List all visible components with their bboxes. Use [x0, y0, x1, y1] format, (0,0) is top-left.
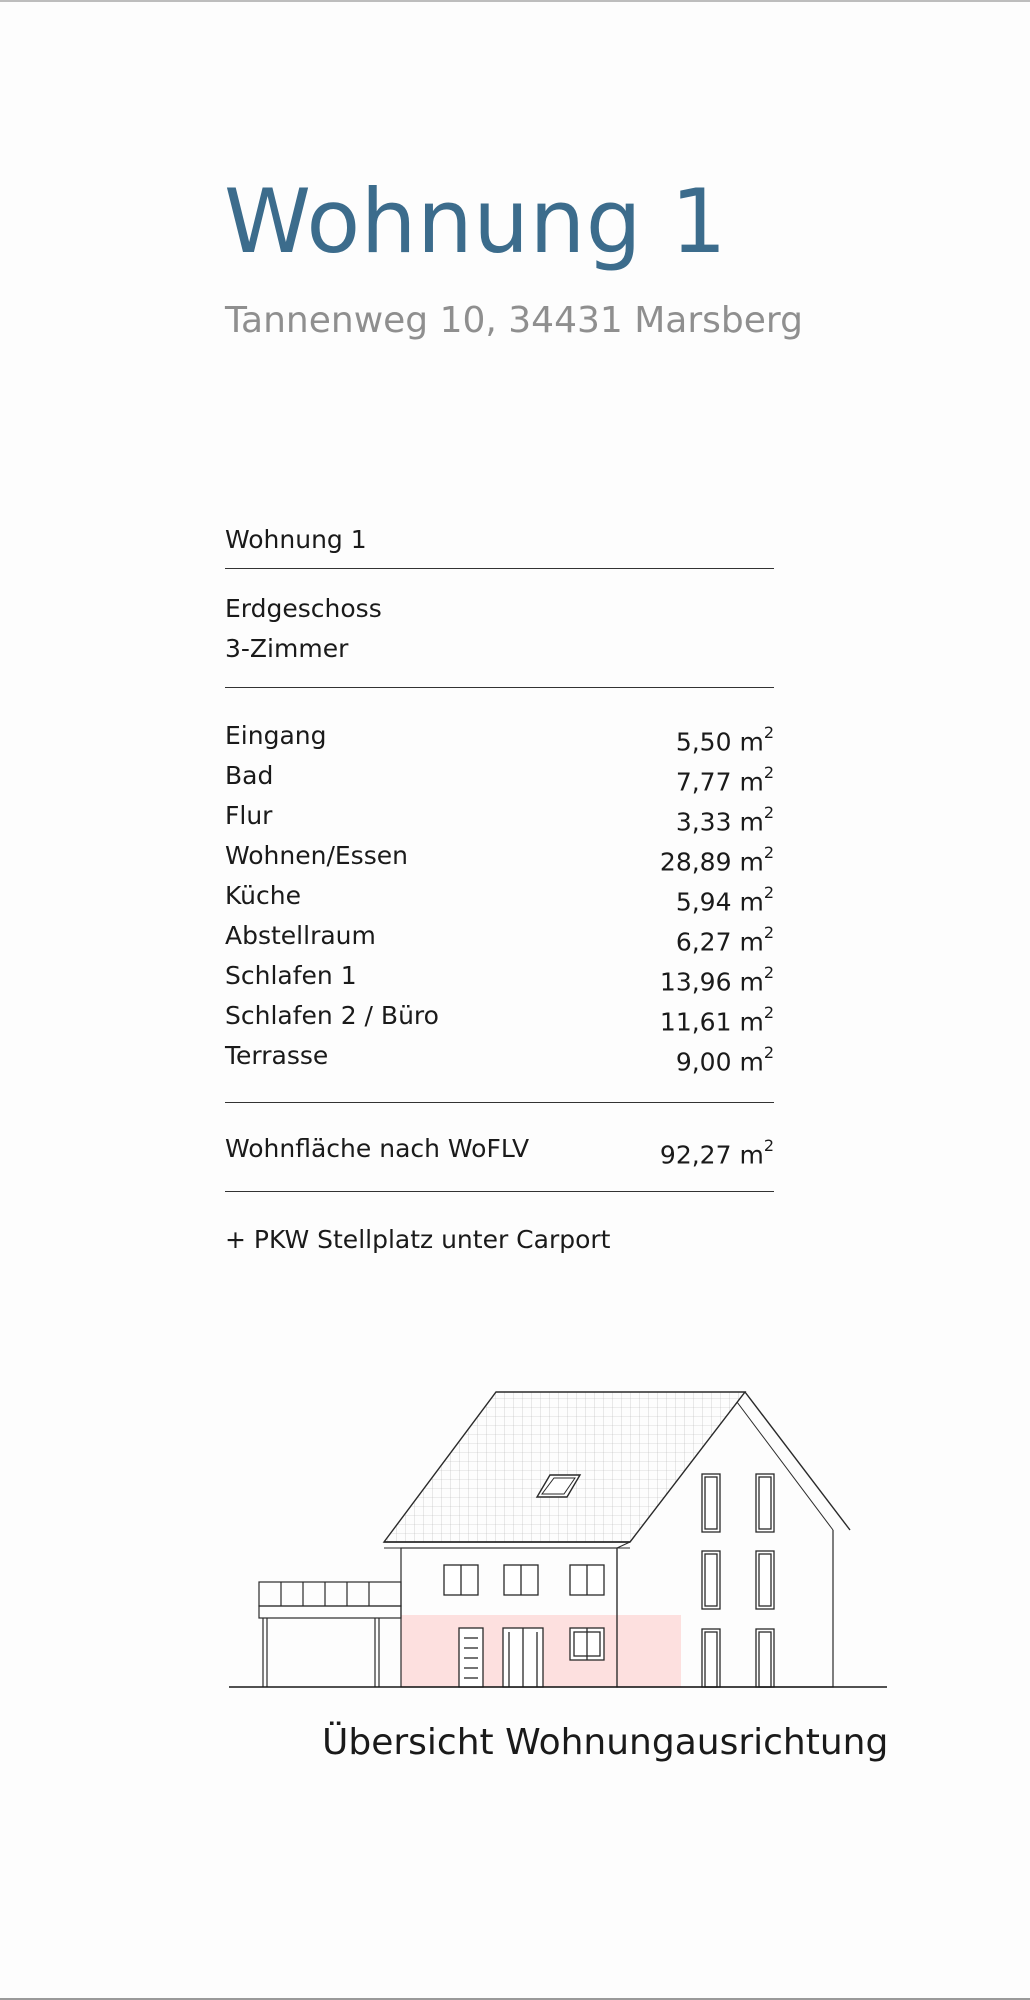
total-value: 92,27 $m^2$ [659, 1136, 774, 1170]
room-list [225, 688, 774, 1102]
roof [384, 1392, 745, 1542]
room-name: Eingang [225, 721, 327, 750]
room-name: Abstellraum [225, 921, 376, 950]
gable-inner [737, 1402, 833, 1530]
table-header [225, 520, 774, 568]
room-area: 5,94 $m^2$ [675, 883, 774, 917]
floor-info [225, 569, 774, 687]
room-row [225, 716, 774, 756]
room-row [225, 1036, 774, 1076]
unit-label: Wohnung 1 [225, 525, 367, 554]
room-name: Schlafen 2 / Büro [225, 1001, 439, 1030]
room-row [225, 756, 774, 796]
total-row [225, 1129, 774, 1169]
room-name: Küche [225, 881, 301, 910]
room-area: 6,27 $m^2$ [675, 923, 774, 957]
gable-windows [702, 1474, 774, 1687]
room-name: Bad [225, 761, 274, 790]
room-area: 3,33 $m^2$ [675, 803, 774, 837]
drawing-caption: Übersicht Wohnungausrichtung [322, 1722, 889, 1763]
area-table [225, 520, 774, 1260]
page-title: Wohnung 1 [224, 170, 728, 273]
carport [259, 1582, 401, 1687]
room-area: 28,89 $m^2$ [659, 843, 774, 877]
room-name: Schlafen 1 [225, 961, 357, 990]
total-area-section [225, 1103, 774, 1191]
rooms-count-label: 3-Zimmer [225, 634, 349, 663]
room-row [225, 996, 774, 1036]
room-row [225, 916, 774, 956]
upper-windows [444, 1565, 604, 1595]
house-elevation-drawing [225, 1380, 895, 1740]
address-line: Tannenweg 10, 34431 Marsberg [225, 300, 803, 341]
room-area: 13,96 $m^2$ [659, 963, 774, 997]
room-row [225, 876, 774, 916]
floor-label: Erdgeschoss [225, 594, 382, 623]
room-name: Flur [225, 801, 273, 830]
total-label: Wohnfläche nach WoFLV [225, 1134, 530, 1163]
room-row [225, 796, 774, 836]
room-area: 5,50 $m^2$ [675, 723, 774, 757]
room-area: 9,00 $m^2$ [675, 1043, 774, 1077]
room-name: Terrasse [225, 1041, 329, 1070]
carport-note: + PKW Stellplatz unter Carport [225, 1225, 611, 1254]
room-row [225, 956, 774, 996]
room-name: Wohnen/Essen [225, 841, 408, 870]
top-border [0, 0, 1030, 2]
room-area: 11,61 $m^2$ [659, 1003, 774, 1037]
room-area: 7,77 $m^2$ [675, 763, 774, 797]
room-row [225, 836, 774, 876]
